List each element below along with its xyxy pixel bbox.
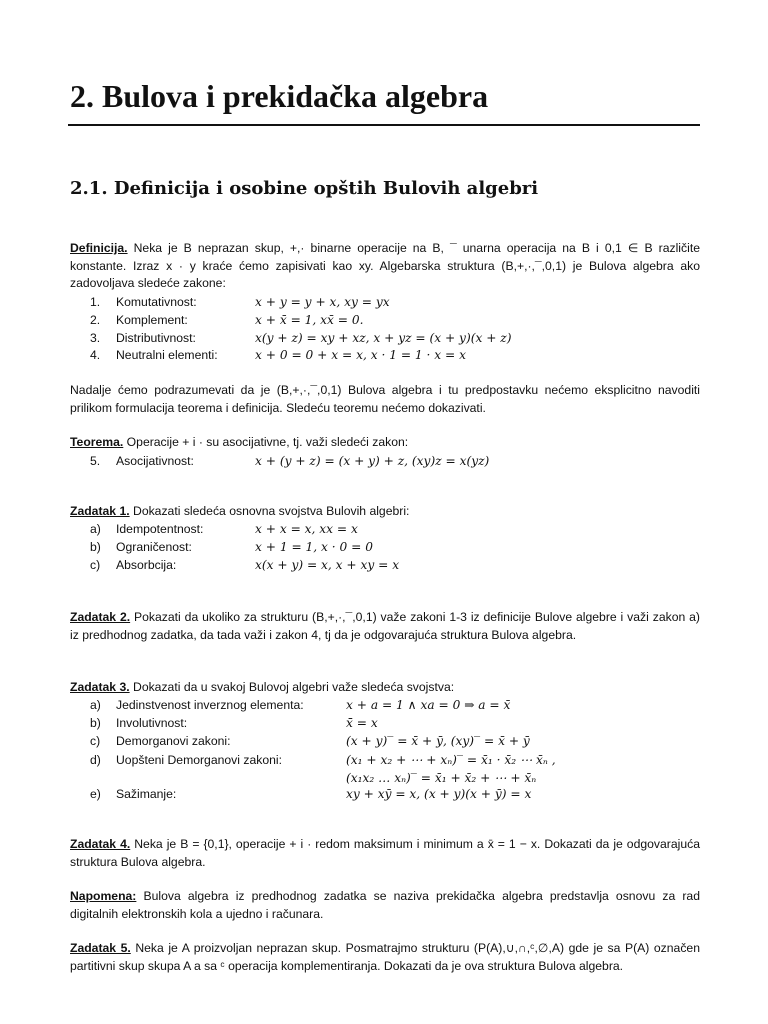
item-letter: a) (90, 698, 101, 712)
title-rule (68, 124, 700, 126)
page-title: 2. Bulova i prekidačka algebra (70, 78, 489, 114)
item-formula: x(x + y) = x, x + xy = x (255, 558, 400, 572)
law-number: 2. (90, 313, 101, 327)
law-formula: x + y = y + x, xy = yx (255, 295, 390, 309)
task-2-text: Pokazati da ukoliko za strukturu (B,+,·,¯,0,1) važe zakoni 1-3 iz definicije Bulove algebre i važi zakon a) iz predhodnog zadatka, da tada važi i zakon 4, tj da je odgovarajuća struktura Bulova algebra. (70, 610, 700, 642)
law-name: Distributivnost: (116, 331, 196, 345)
task-3-label: Zadatak 3. (70, 680, 130, 694)
definition-paragraph (70, 240, 700, 293)
task-3-item-d (90, 751, 710, 769)
task-3-item-a (90, 696, 710, 714)
item-name: Jedinstvenost inverznog elementa: (116, 698, 304, 712)
item-name: Uopšteni Demorganovi zakoni: (116, 753, 282, 767)
task-3-paragraph (70, 679, 700, 697)
definition-law-2 (90, 311, 710, 329)
task-2-label: Zadatak 2. (70, 610, 131, 624)
law-name: Komplement: (116, 313, 188, 327)
task-4-label: Zadatak 4. (70, 837, 131, 851)
task-5-text: Neka je A proizvoljan neprazan skup. Posmatrajmo strukturu (P(A),∪,∩,ᶜ,∅,A) gde je sa P(A) označen partitivni skup skupa A a sa ᶜ operacija komplementiranja. Dokazati da je ova struktura Bulova algebra. (70, 941, 700, 973)
law-formula: x + x̄ = 1, xx̄ = 0. (255, 313, 364, 327)
task-1-item-b (90, 538, 710, 556)
task-5-label: Zadatak 5. (70, 941, 131, 955)
law-formula: x + (y + z) = (x + y) + z, (xy)z = x(yz) (255, 454, 490, 468)
item-name: Absorbcija: (116, 558, 177, 572)
item-name: Involutivnost: (116, 716, 188, 730)
item-formula: x + a = 1 ∧ xa = 0 ⇒ a = x̄ (346, 698, 511, 712)
item-name: Sažimanje: (116, 787, 177, 801)
note-label: Napomena: (70, 889, 137, 903)
item-formula: xy + xȳ = x, (x + y)(x + ȳ) = x (346, 787, 532, 801)
item-formula: x̄̄ = x (346, 716, 378, 730)
law-number: 1. (90, 295, 101, 309)
note-text: Bulova algebra iz predhodnog zadatka se naziva prekidačka algebra predstavlja osnovu za rad digitalnih elektronskih kola a ujedno i računara. (70, 889, 700, 921)
theorem-paragraph (70, 434, 700, 452)
task-1-item-a (90, 520, 710, 538)
item-letter: c) (90, 734, 101, 748)
item-letter: e) (90, 787, 101, 801)
item-letter: b) (90, 540, 101, 554)
law-number: 4. (90, 348, 101, 362)
task-3-item-b (90, 714, 710, 732)
task-1-text: Dokazati sledeća osnovna svojstva Bulovih algebri: (129, 504, 410, 518)
item-name: Idempotentnost: (116, 522, 204, 536)
law-formula: x + 0 = 0 + x = x, x · 1 = 1 · x = x (255, 348, 467, 362)
law-number: 5. (90, 454, 101, 468)
item-letter: c) (90, 558, 101, 572)
section-heading: 2.1. Definicija i osobine opštih Bulovih algebri (70, 178, 539, 199)
task-5-paragraph (70, 940, 700, 975)
law-name: Neutralni elementi: (116, 348, 218, 362)
task-2-paragraph (70, 609, 700, 644)
item-formula: (x₁x₂ … xₙ)‾ = x̄₁ + x̄₂ + ⋯ + x̄ₙ (346, 771, 537, 785)
law-number: 3. (90, 331, 101, 345)
task-3-item-c (90, 732, 710, 750)
definition-text: Neka je B neprazan skup, +,· binarne operacije na B, ¯ unarna operacija na B i 0,1 ∈ B različite konstante. Izraz x · y kraće ćemo zapisivati kao xy. Algebarska struktura (B,+,·,¯,0,1) je Bulova algebra ako zadovoljava sledeće zakone: (70, 241, 700, 290)
theorem-law-5 (90, 452, 710, 470)
item-formula: (x₁ + x₂ + ⋯ + xₙ)‾ = x̄₁ · x̄₂ ⋯ x̄ₙ , (346, 753, 556, 767)
task-4-text: Neka je B = {0,1}, operacije + i · redom maksimum i minimum a x̄ = 1 − x. Dokazati da je odgovarajuća struktura Bulova algebra. (70, 837, 700, 869)
theorem-label: Teorema. (70, 435, 124, 449)
definition-law-3 (90, 329, 710, 347)
law-name: Asocijativnost: (116, 454, 194, 468)
item-formula: x + 1 = 1, x · 0 = 0 (255, 540, 374, 554)
law-name: Komutativnost: (116, 295, 197, 309)
definition-law-1 (90, 293, 710, 311)
item-formula: x + x = x, xx = x (255, 522, 358, 536)
task-4-paragraph (70, 836, 700, 871)
note-paragraph (70, 888, 700, 923)
task-3-item-e (90, 785, 710, 803)
task-3-text: Dokazati da u svakoj Bulovoj algebri važe sledeća svojstva: (129, 680, 455, 694)
item-formula: (x + y)‾ = x̄ + ȳ, (xy)‾ = x̄ + ȳ (346, 734, 530, 748)
law-formula: x(y + z) = xy + xz, x + yz = (x + y)(x + z) (255, 331, 512, 345)
item-name: Demorganovi zakoni: (116, 734, 231, 748)
task-1-paragraph (70, 503, 700, 521)
theorem-text: Operacije + i · su asocijativne, tj. važi sledeći zakon: (123, 435, 409, 449)
definition-law-4 (90, 346, 710, 364)
assumption-paragraph: Nadalje ćemo podrazumevati da je (B,+,·,¯,0,1) Bulova algebra i tu predpostavku nećemo eksplicitno navoditi prilikom formulacija teorema i definicija. Sledeću teoremu nećemo dokazivati. (70, 383, 700, 415)
task-1-label: Zadatak 1. (70, 504, 130, 518)
item-letter: a) (90, 522, 101, 536)
item-letter: b) (90, 716, 101, 730)
definition-label: Definicija. (70, 241, 128, 255)
item-letter: d) (90, 753, 101, 767)
task-1-item-c (90, 556, 710, 574)
item-name: Ograničenost: (116, 540, 192, 554)
